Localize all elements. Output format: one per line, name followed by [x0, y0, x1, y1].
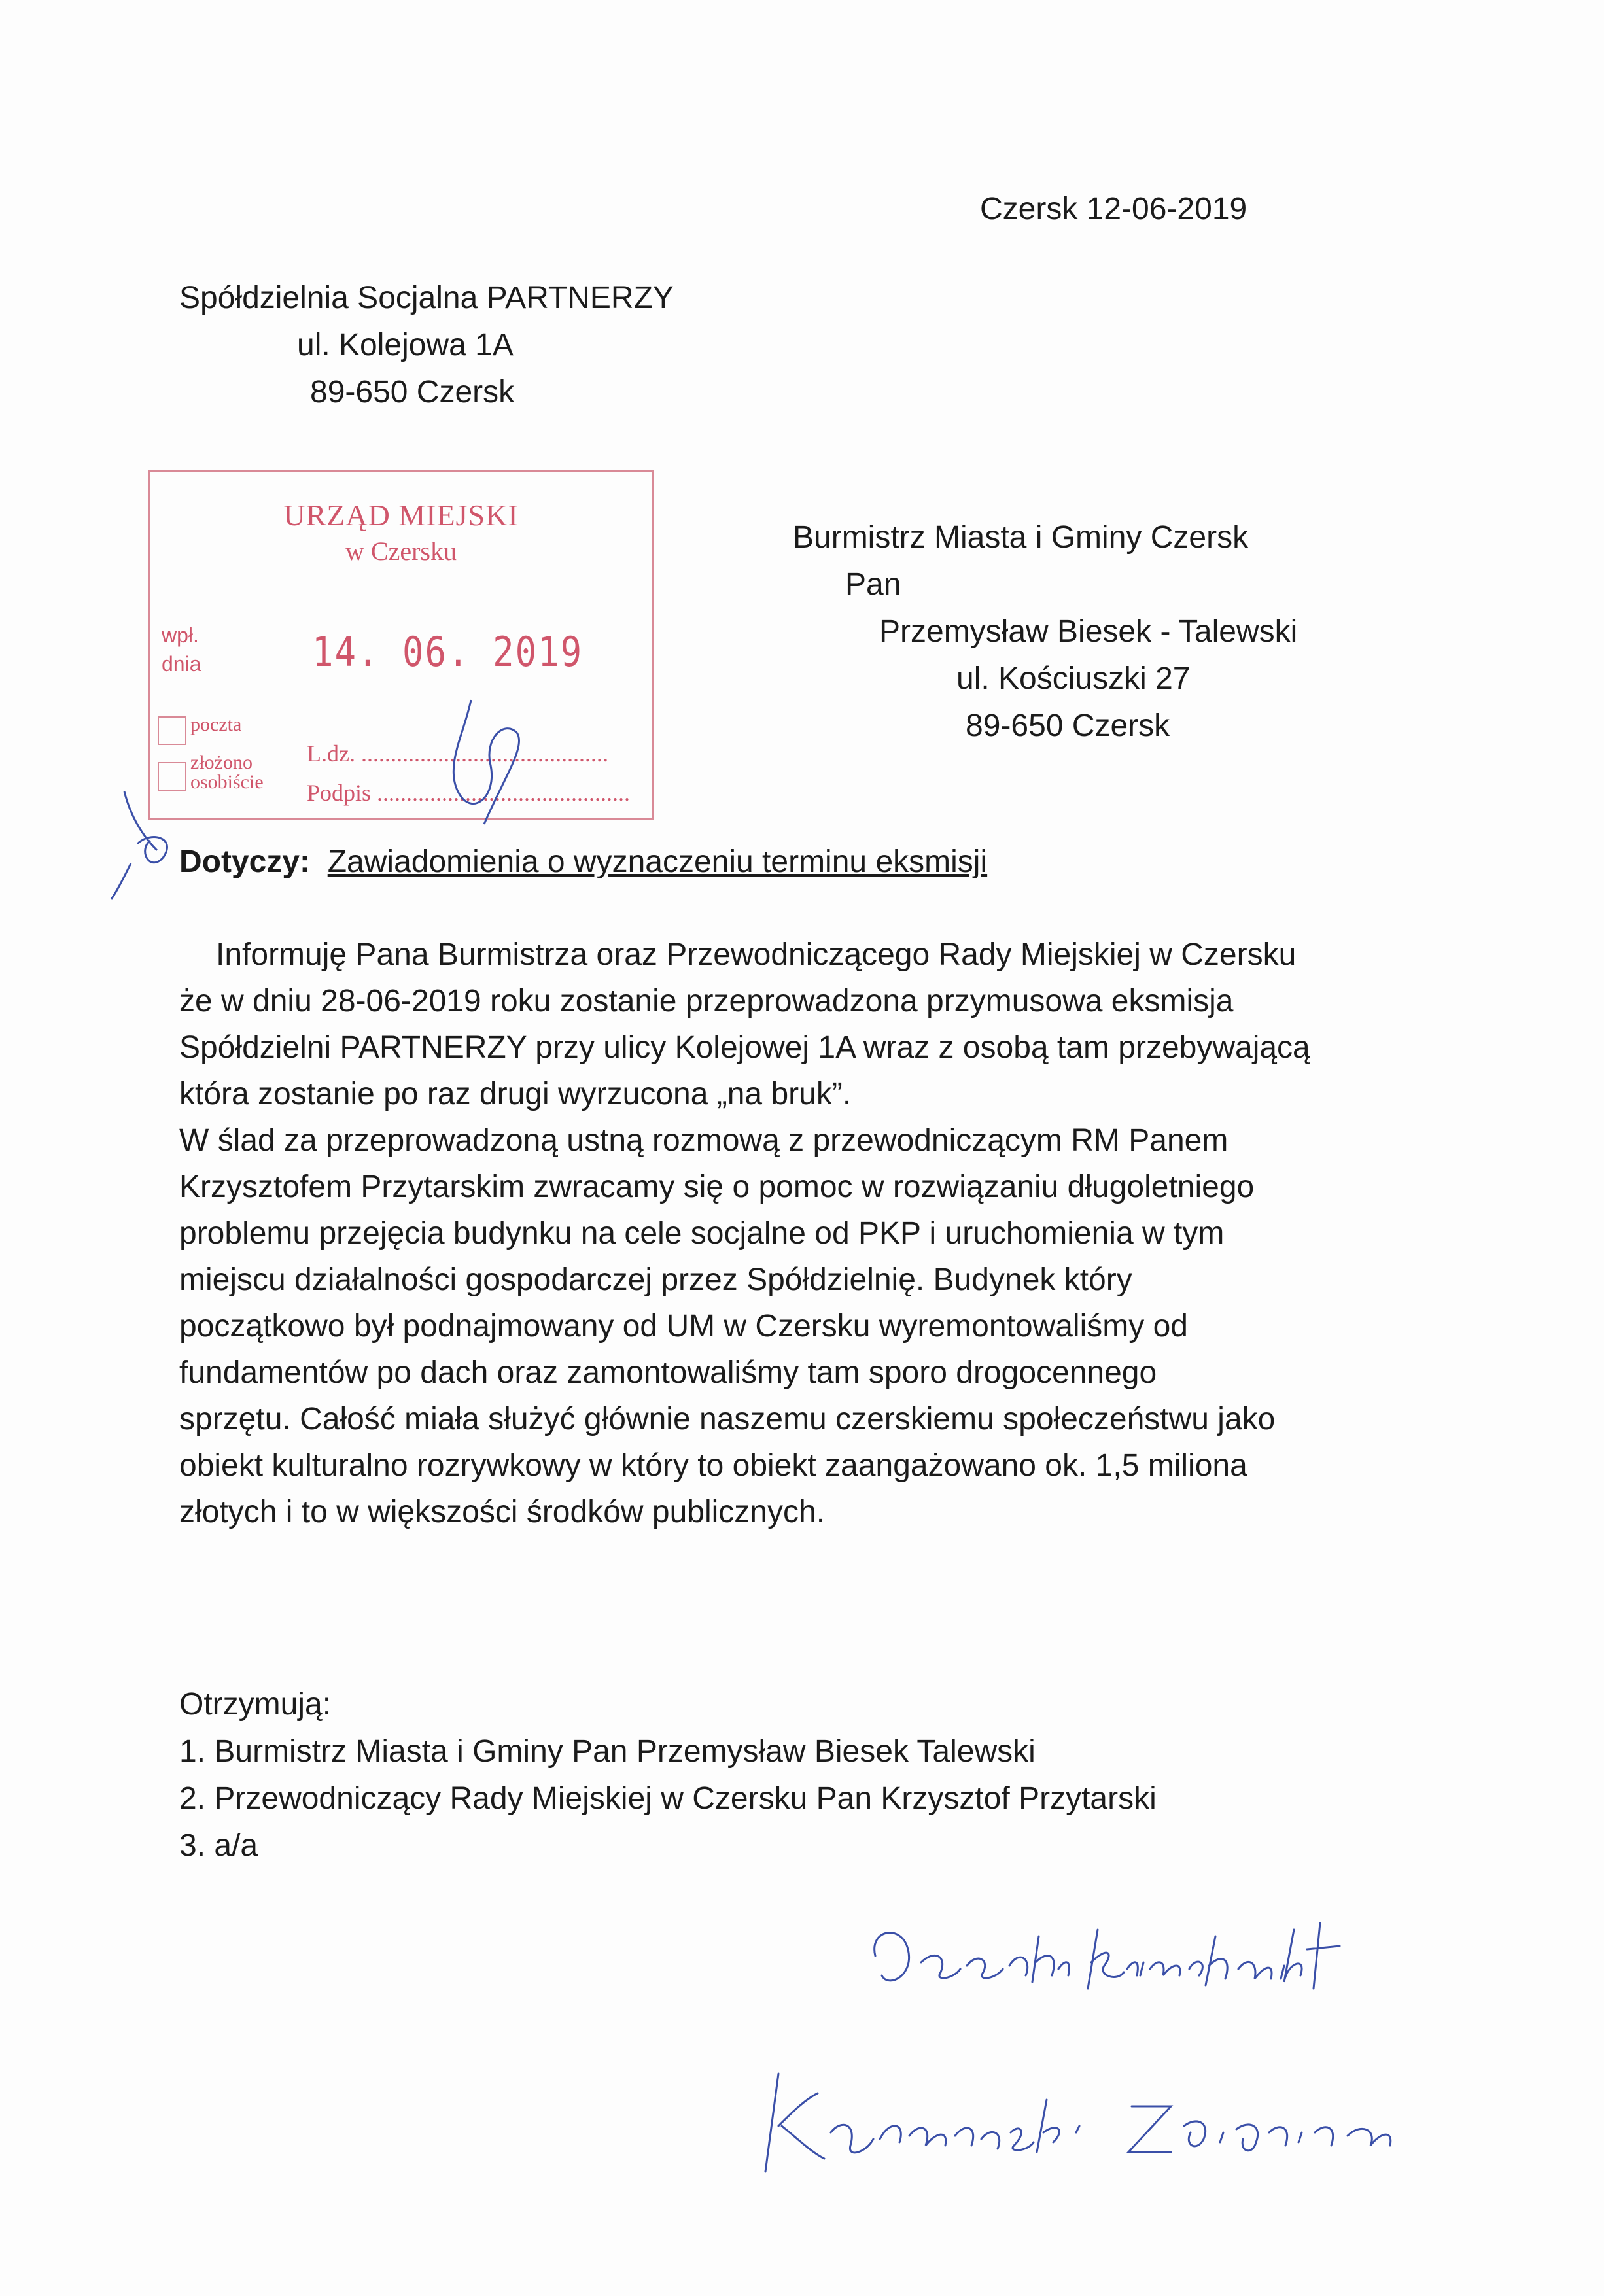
distribution-item: 1. Burmistrz Miasta i Gminy Pan Przemysław Biesek Talewski	[179, 1734, 1036, 1769]
subject-label: Dotyczy:	[179, 844, 311, 879]
body-line: miejscu działalności gospodarczej przez Spółdzielnię. Budynek który	[179, 1262, 1132, 1297]
signature-kaczmarski-zbigniew	[752, 2061, 1439, 2178]
recipient-line-4: ul. Kościuszki 27	[956, 661, 1191, 696]
recipient-line-5: 89-650 Czersk	[966, 708, 1170, 743]
body-line: W ślad za przeprowadzoną ustną rozmową z przewodniczącym RM Panem	[179, 1123, 1229, 1158]
stamp-initials-icon	[406, 693, 536, 850]
body-line: Krzysztofem Przytarskim zwracamy się o pomoc w rozwiązaniu długoletniego	[179, 1170, 1255, 1204]
stamp-dnia-label: dnia	[162, 652, 201, 676]
body-line: Spółdzielni PARTNERZY przy ulicy Kolejowej 1A wraz z osobą tam przebywającą	[179, 1030, 1310, 1065]
stamp-subtitle: w Czersku	[345, 536, 457, 566]
stamp-date: 14. 06. 2019	[312, 628, 584, 676]
stamp-ldz-field: L.dz. ..........................................	[307, 740, 608, 767]
distribution-item: 3. a/a	[179, 1828, 258, 1863]
stamp-option-personal-2: osobiście	[190, 771, 264, 793]
stamp-option-mail: poczta	[190, 714, 242, 735]
stamp-wpl-label: wpł.	[162, 623, 199, 647]
sender-address	[179, 275, 674, 416]
sender-city: 89-650 Czersk	[310, 375, 515, 409]
body-line: że w dniu 28-06-2019 roku zostanie przeprowadzona przymusowa eksmisja	[179, 984, 1234, 1018]
body-line: złotych i to w większości środków publicznych.	[179, 1495, 826, 1529]
recipient-line-1: Burmistrz Miasta i Gminy Czersk	[793, 520, 1249, 555]
body-line: sprzętu. Całość miała służyć głównie naszemu czerskiemu społeczeństwu jako	[179, 1402, 1276, 1436]
stamp-option-personal-1: złożono	[190, 752, 253, 773]
stamp-title: URZĄD MIEJSKI	[283, 498, 519, 532]
recipient-line-2: Pan	[845, 567, 901, 602]
body-line: obiekt kulturalno rozrywkowy w który to obiekt zaangażowano ok. 1,5 miliona	[179, 1448, 1247, 1483]
body-line: problemu przejęcia budynku na cele socjalne od PKP i uruchomienia w tym	[179, 1216, 1225, 1251]
distribution-list	[179, 1681, 1157, 1870]
body-line: Informuję Pana Burmistrza oraz Przewodniczącego Rady Miejskiej w Czersku	[216, 937, 1297, 972]
recipient-address	[793, 514, 1297, 750]
body-line: początkowo był podnajmowany od UM w Czersku wyremontowaliśmy od	[179, 1309, 1188, 1344]
check-mark-icon	[85, 765, 216, 903]
sender-name: Spółdzielnia Socjalna PARTNERZY	[179, 281, 674, 315]
letter-date: Czersk 12-06-2019	[980, 192, 1247, 226]
registry-stamp	[148, 470, 654, 820]
letter-body	[179, 931, 1310, 1535]
recipient-line-3: Przemysław Biesek - Talewski	[879, 614, 1298, 649]
sender-street: ul. Kolejowa 1A	[297, 328, 514, 362]
stamp-received-label	[162, 621, 201, 678]
signature-leszek-kleinschmidt	[862, 1910, 1372, 2015]
distribution-item: 2. Przewodniczący Rady Miejskiej w Czersku Pan Krzysztof Przytarski	[179, 1781, 1157, 1816]
stamp-signature-field: Podpis ...........................................	[307, 780, 631, 806]
stamp-checkbox-mail	[158, 716, 186, 745]
subject-text: Zawiadomienia o wyznaczeniu terminu eksmisji	[327, 844, 988, 879]
body-line: która zostanie po raz drugi wyrzucona „na bruk”.	[179, 1077, 852, 1111]
distribution-heading: Otrzymują:	[179, 1687, 332, 1722]
subject-line	[179, 844, 987, 880]
body-line: fundamentów po dach oraz zamontowaliśmy tam sporo drogocennego	[179, 1355, 1157, 1390]
